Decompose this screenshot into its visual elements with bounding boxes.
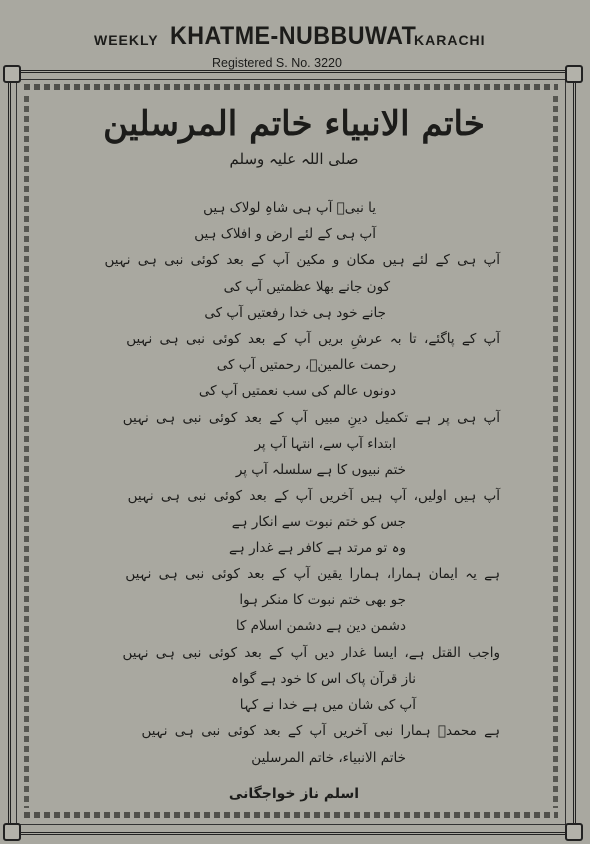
poem-line: دشمن دین ہے دشمن اسلام کا bbox=[235, 618, 406, 634]
corner-ornament-top-left bbox=[3, 65, 21, 83]
poem-line: ناز قرآن پاک اس کا خود ہے گواہ bbox=[231, 671, 416, 687]
poem-title: خاتم الانبیاء خاتم المرسلین bbox=[103, 104, 485, 144]
ornament-band-top bbox=[24, 84, 558, 90]
poem-line: کون جانے بھلا عظمتیں آپ کی bbox=[223, 279, 390, 295]
poem-line: رحمت عالمینؐ، رحمتیں آپ کی bbox=[216, 357, 396, 373]
corner-ornament-bottom-left bbox=[3, 823, 21, 841]
poem bbox=[40, 96, 548, 808]
ornament-band-left bbox=[24, 96, 29, 808]
ornament-band-right bbox=[553, 96, 558, 808]
corner-ornament-top-right bbox=[565, 65, 583, 83]
poem-line: ختم نبیوں کا ہے سلسلہ آپ پر bbox=[235, 462, 406, 478]
poem-line: جو بھی ختم نبوت کا منکر ہوا bbox=[239, 592, 406, 608]
ornament-band-bottom bbox=[24, 812, 558, 818]
corner-ornament-bottom-right bbox=[565, 823, 583, 841]
poem-line: یا نبیؐ آپ ہی شاہِ لولاک ہیں bbox=[203, 200, 376, 216]
registration-number: Registered S. No. 3220 bbox=[212, 56, 342, 70]
poem-refrain-line: ہے یہ ایمان ہمارا، ہمارا یقین آپ کے بعد کوئی نبی ہی نہیں bbox=[125, 566, 500, 582]
masthead-weekly: WEEKLY bbox=[94, 32, 159, 48]
poem-refrain-line: آپ ہیں اولیں، آپ ہیں آخریں آپ کے بعد کوئی نبی ہی نہیں bbox=[127, 488, 500, 504]
masthead-title: KHATME-NUBBUWAT bbox=[170, 22, 417, 50]
masthead-city: KARACHI bbox=[414, 32, 486, 48]
poem-line: جس کو ختم نبوت سے انکار ہے bbox=[231, 514, 406, 530]
poem-refrain-line: ہے محمدؐ ہمارا نبی آخریں آپ کے بعد کوئی نبی ہی نہیں bbox=[141, 723, 500, 739]
poem-refrain-line: واجب القتل ہے، ایسا غدار دیں آپ کے بعد کوئی نبی ہی نہیں bbox=[122, 645, 500, 661]
poet-signature: اسلم ناز خواجگانی bbox=[228, 786, 360, 802]
poem-line: جانے خود ہی خدا رفعتیں آپ کی bbox=[204, 305, 386, 321]
poem-salutation: صلی اللہ علیہ وسلم bbox=[229, 150, 359, 168]
poem-refrain-line: آپ ہی پر ہے تکمیل دینِ مبیں آپ کے بعد کوئی نبی ہی نہیں bbox=[122, 410, 500, 426]
poem-line: ابتداء آپ سے، انتہا آپ پر bbox=[254, 436, 396, 452]
poem-line: وہ تو مرتد ہے کافر ہے غدار ہے bbox=[228, 540, 406, 556]
poem-closing-line: خاتم الانبیاء، خاتم المرسلین bbox=[251, 750, 406, 766]
poem-line: آپ کی شان میں ہے خدا نے کہا bbox=[239, 697, 416, 713]
masthead bbox=[0, 14, 590, 74]
poem-refrain-line: آپ ہی کے لئے ہیں مکان و مکین آپ کے بعد کوئی نبی ہی نہیں bbox=[104, 252, 500, 268]
poem-refrain-line: آپ کے پاگئے، تا بہ عرشِ بریں آپ کے بعد کوئی نبی ہی نہیں bbox=[126, 331, 500, 347]
poem-line: دونوں عالم کی سب نعمتیں آپ کی bbox=[198, 383, 396, 399]
poem-line: آپ ہی کے لئے ارض و افلاک ہیں bbox=[194, 226, 376, 242]
